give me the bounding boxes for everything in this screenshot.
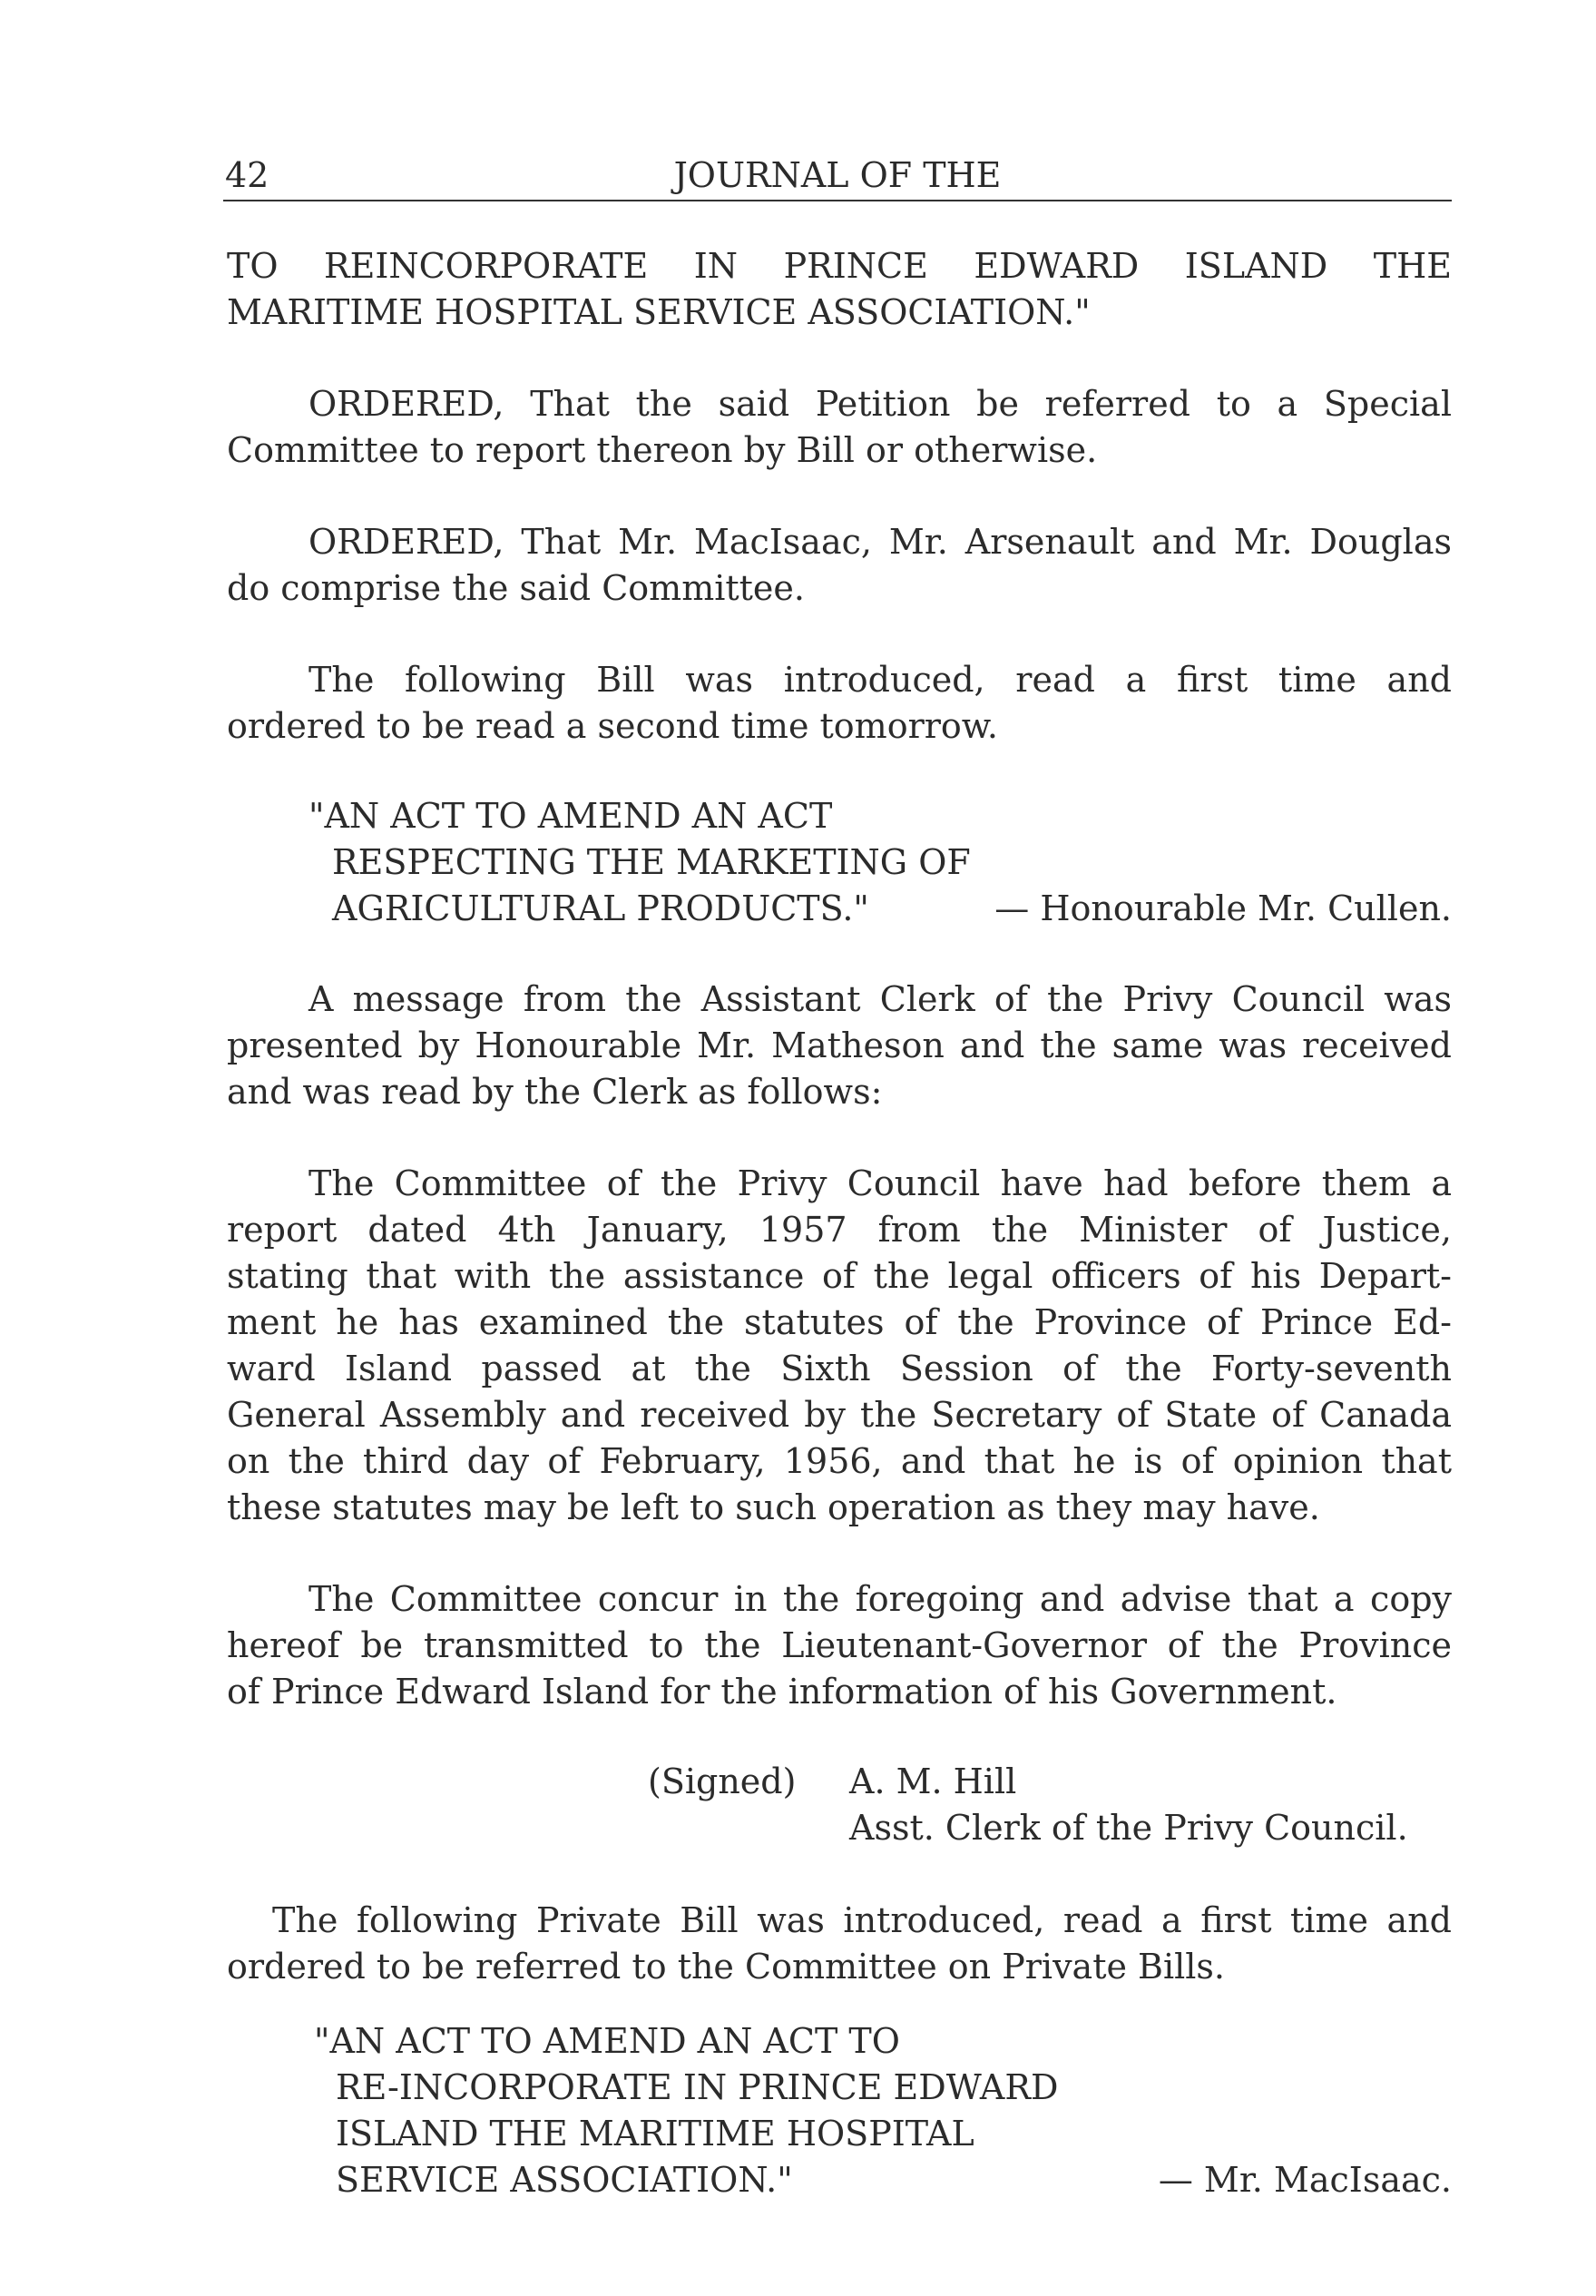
message-line: and was read by the Clerk as follows:	[227, 1072, 883, 1112]
bill-title-sponsor-row	[336, 2157, 1452, 2203]
bill-title-sponsor-row	[332, 886, 1452, 932]
bill-intro-line: ordered to be referred to the Committee on Private Bills.	[227, 1947, 1226, 1987]
bill-title-line: ISLAND THE MARITIME HOSPITAL	[336, 2114, 974, 2154]
report-line: The Committee of the Privy Council have had before them a	[308, 1163, 1452, 1203]
report-line: these statutes may be left to such operation as they may have.	[227, 1487, 1320, 1527]
report-line: ment he has examined the statutes of the Province of Prince Ed-	[227, 1302, 1452, 1342]
bill-title-line: "AN ACT TO AMEND AN ACT	[308, 796, 833, 836]
continued-title-line: MARITIME HOSPITAL SERVICE ASSOCIATION."	[227, 292, 1091, 332]
bill-sponsor: — Honourable Mr. Cullen.	[994, 888, 1452, 928]
report-line: report dated 4th January, 1957 from the Minister of Justice,	[227, 1210, 1452, 1250]
concur-line: The Committee concur in the foregoing and advise that a copy	[308, 1579, 1452, 1619]
bill-intro-line: The following Private Bill was introduced, read a first time and	[272, 1900, 1452, 1940]
concur-line: hereof be transmitted to the Lieutenant-Governor of the Province	[227, 1625, 1452, 1665]
message-line: A message from the Assistant Clerk of the Privy Council was	[308, 979, 1452, 1019]
report-line: General Assembly and received by the Secretary of State of Canada	[227, 1395, 1452, 1435]
message-line: presented by Honourable Mr. Matheson and the same was received	[227, 1025, 1452, 1065]
signed-label: (Signed)	[648, 1761, 797, 1801]
continued-title-line: TO REINCORPORATE IN PRINCE EDWARD ISLAND THE	[227, 246, 1452, 286]
bill-intro-line: ordered to be read a second time tomorrow.	[227, 706, 998, 746]
bill-title-line: RESPECTING THE MARKETING OF	[332, 842, 971, 882]
bill-sponsor: — Mr. MacIsaac.	[1158, 2160, 1452, 2200]
concur-line: of Prince Edward Island for the information of his Government.	[227, 1672, 1337, 1712]
page-header	[223, 151, 1452, 201]
order-paragraph-line: ORDERED, That Mr. MacIsaac, Mr. Arsenault and Mr. Douglas	[308, 522, 1452, 562]
signatory-name: A. M. Hill	[849, 1761, 1017, 1801]
running-title: JOURNAL OF THE	[673, 155, 1002, 195]
order-paragraph-line: Committee to report thereon by Bill or otherwise.	[227, 430, 1098, 470]
report-line: ward Island passed at the Sixth Session of the Forty-seventh	[227, 1349, 1452, 1388]
signatory-title: Asst. Clerk of the Privy Council.	[849, 1808, 1408, 1848]
bill-title-line: RE-INCORPORATE IN PRINCE EDWARD	[336, 2067, 1059, 2107]
bill-title-line: AGRICULTURAL PRODUCTS."	[332, 888, 869, 928]
bill-title-line: "AN ACT TO AMEND AN ACT TO	[314, 2021, 900, 2061]
order-paragraph-line: do comprise the said Committee.	[227, 568, 805, 608]
bill-title-line: SERVICE ASSOCIATION."	[336, 2160, 793, 2200]
report-line: stating that with the assistance of the legal officers of his Depart-	[227, 1256, 1452, 1296]
report-line: on the third day of February, 1956, and that he is of opinion that	[227, 1441, 1452, 1481]
order-paragraph-line: ORDERED, That the said Petition be referred to a Special	[308, 384, 1452, 424]
bill-intro-line: The following Bill was introduced, read a first time and	[308, 660, 1452, 700]
page-number: 42	[225, 155, 269, 195]
